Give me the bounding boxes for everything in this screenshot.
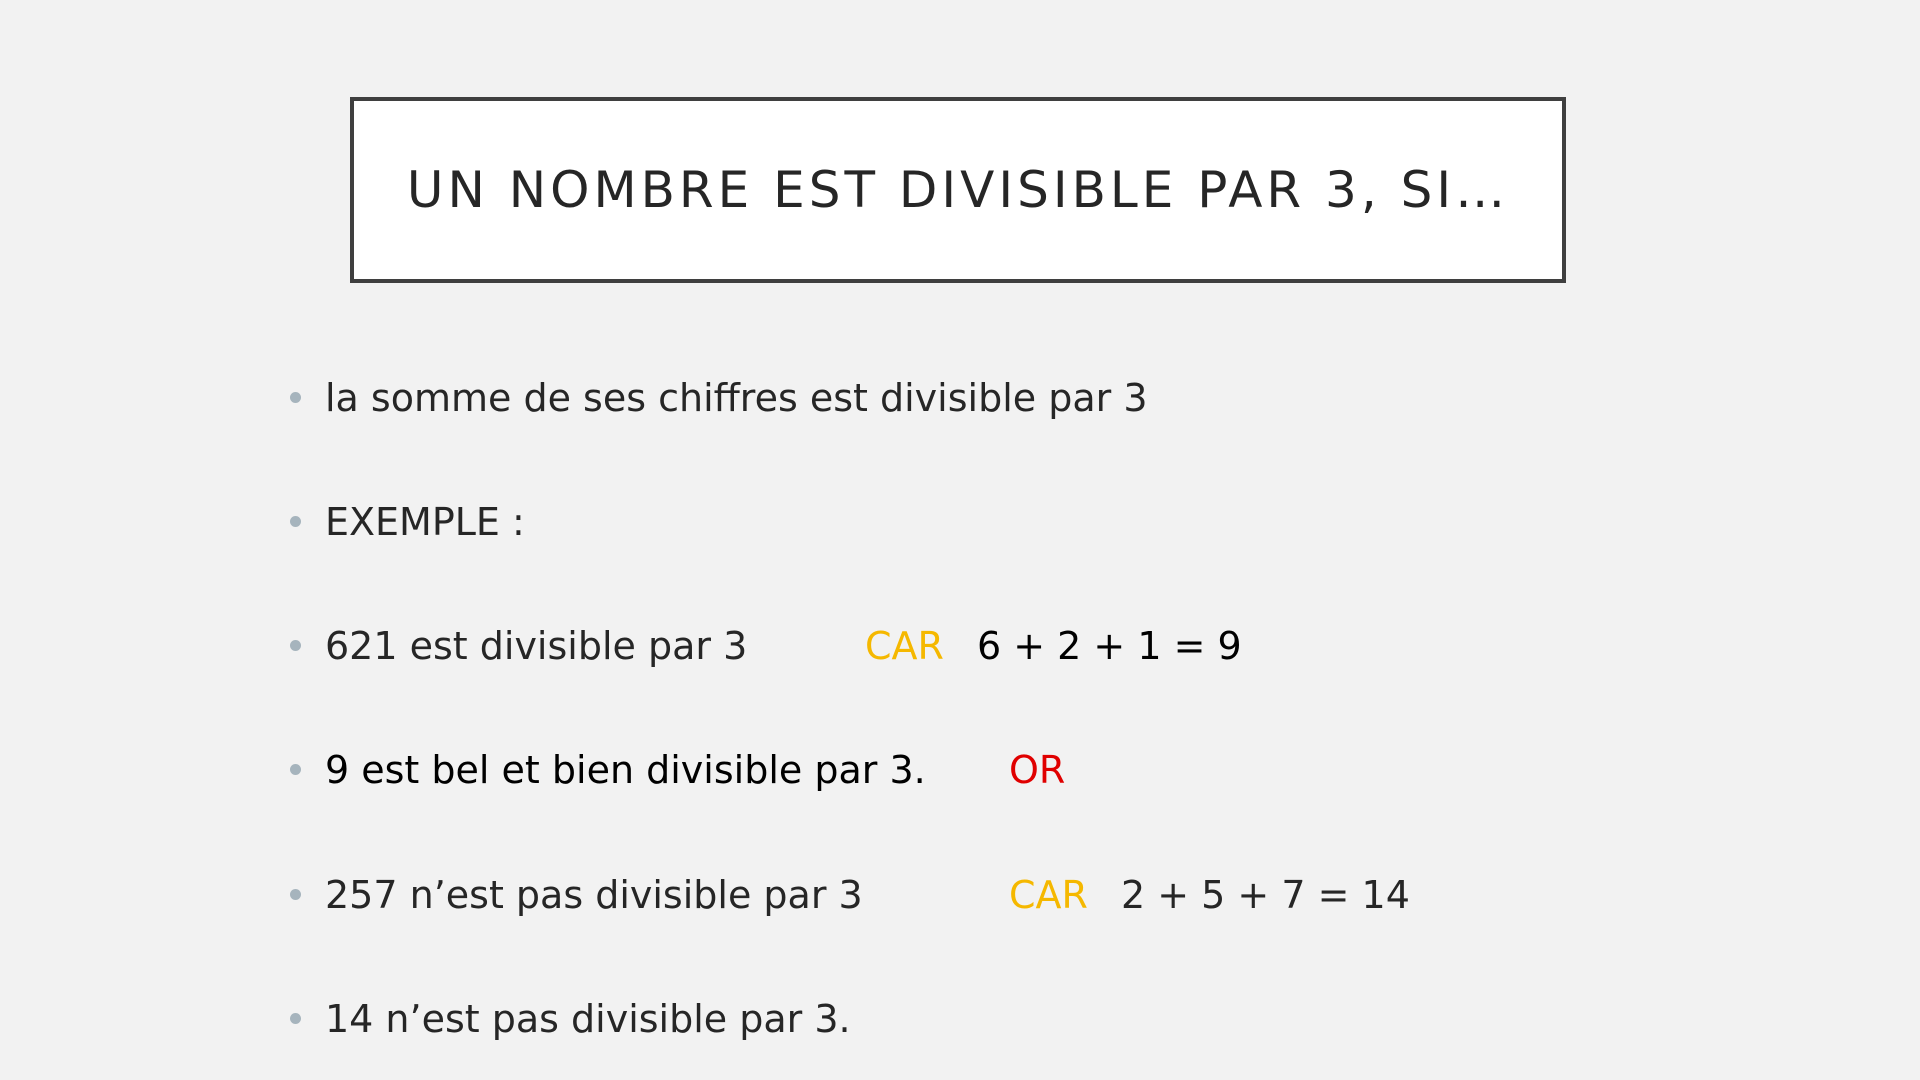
keyword-car: CAR <box>865 624 944 668</box>
slide-title: UN NOMBRE EST DIVISIBLE PAR 3, SI… <box>406 161 1510 219</box>
equation: 2 + 5 + 7 = 14 <box>1121 873 1410 917</box>
bullet-dot-icon <box>290 392 301 403</box>
bullet-dot-icon <box>290 764 301 775</box>
bullet-text: 621 est divisible par 3 <box>325 624 748 668</box>
bullet-item-rule <box>0 368 1920 428</box>
keyword-car: CAR <box>1009 873 1088 917</box>
bullet-dot-icon <box>290 640 301 651</box>
bullet-dot-icon <box>290 1013 301 1024</box>
bullet-text: 9 est bel et bien divisible par 3. <box>325 748 926 792</box>
bullet-dot-icon <box>290 516 301 527</box>
bullet-item-621 <box>0 616 1920 676</box>
bullet-item-14 <box>0 989 1920 1049</box>
bullet-item-257 <box>0 865 1920 925</box>
bullet-dot-icon <box>290 889 301 900</box>
bullet-item-9 <box>0 740 1920 800</box>
bullet-item-example <box>0 492 1920 552</box>
equation: 6 + 2 + 1 = 9 <box>977 624 1242 668</box>
bullet-text: la somme de ses chiffres est divisible par 3 <box>325 376 1148 420</box>
keyword-or: OR <box>1009 748 1066 792</box>
bullet-text: EXEMPLE : <box>325 500 525 544</box>
bullet-text: 257 n’est pas divisible par 3 <box>325 873 863 917</box>
bullet-text: 14 n’est pas divisible par 3. <box>325 997 851 1041</box>
